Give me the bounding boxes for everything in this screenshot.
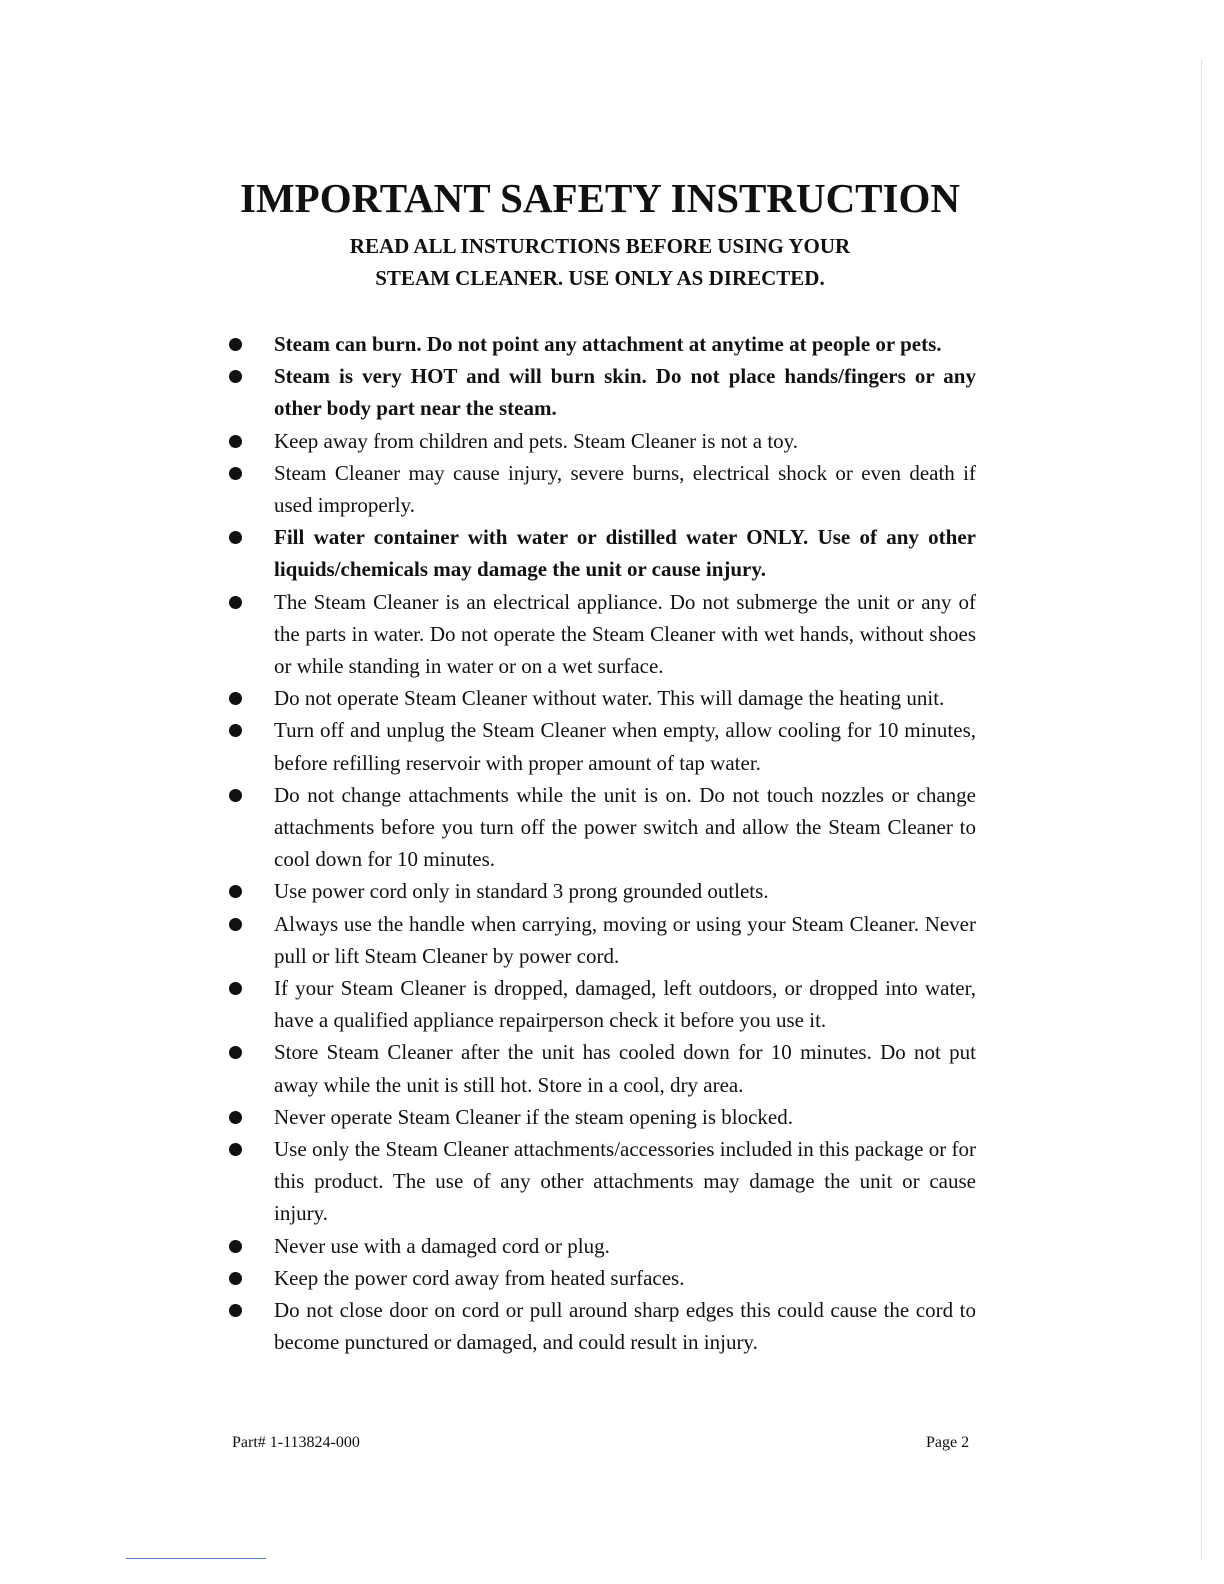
- page-number: Page 2: [926, 1434, 970, 1451]
- instruction-item: [224, 714, 976, 778]
- bullet-icon: [229, 789, 242, 802]
- bullet-icon: [229, 435, 242, 448]
- safety-instruction-list: [224, 328, 976, 1359]
- subtitle-line-2: STEAM CLEANER. USE ONLY AS DIRECTED.: [375, 266, 825, 290]
- instruction-text: Never operate Steam Cleaner if the steam opening is blocked.: [274, 1104, 793, 1129]
- instruction-text: Store Steam Cleaner after the unit has cooled down for 10 minutes. Do not put away while the unit is still hot. Store in a cool, dry area.: [274, 1040, 976, 1097]
- bullet-icon: [229, 692, 242, 705]
- instruction-item: [224, 1230, 976, 1262]
- bullet-icon: [229, 1143, 242, 1156]
- bullet-icon: [229, 1240, 242, 1253]
- instruction-text: The Steam Cleaner is an electrical appliance. Do not submerge the unit or any of the parts in water. Do not operate the Steam Cleaner with wet hands, without shoes or while standing in water or on a wet surface.: [274, 589, 976, 679]
- instruction-text: Do not change attachments while the unit is on. Do not touch nozzles or change attachments before you turn off the power switch and allow the Steam Cleaner to cool down for 10 minutes.: [274, 782, 976, 872]
- instruction-text: Turn off and unplug the Steam Cleaner when empty, allow cooling for 10 minutes, before refilling reservoir with proper amount of tap water.: [274, 718, 976, 775]
- instruction-text: Never use with a damaged cord or plug.: [274, 1233, 610, 1258]
- instruction-text: Steam Cleaner may cause injury, severe burns, electrical shock or even death if used improperly.: [274, 460, 976, 518]
- instruction-item: [224, 1101, 976, 1133]
- instruction-item: [224, 586, 976, 683]
- bullet-icon: [229, 531, 242, 544]
- instruction-item: [224, 779, 976, 876]
- bullet-icon: [229, 596, 242, 609]
- instruction-item: [224, 682, 976, 714]
- instruction-text: Use only the Steam Cleaner attachments/accessories included in this package or for this product. The use of any other attachments may damage the unit or cause injury.: [274, 1137, 976, 1226]
- bullet-icon: [229, 885, 242, 898]
- bullet-icon: [229, 1272, 242, 1285]
- page-title: IMPORTANT SAFETY INSTRUCTION: [240, 175, 960, 221]
- instruction-item: [224, 972, 976, 1036]
- instruction-text: Do not operate Steam Cleaner without water. This will damage the heating unit.: [274, 686, 945, 711]
- scan-edge-line: [126, 1558, 266, 1559]
- bullet-icon: [229, 370, 242, 383]
- bullet-icon: [229, 982, 242, 995]
- bullet-icon: [229, 918, 242, 931]
- instruction-item: [224, 908, 976, 972]
- instruction-item: [224, 1133, 976, 1230]
- instruction-text: Always use the handle when carrying, moving or using your Steam Cleaner. Never pull or lift Steam Cleaner by power cord.: [274, 911, 976, 968]
- bullet-icon: [229, 467, 242, 480]
- instruction-text: Do not close door on cord or pull around sharp edges this could cause the cord to become punctured or damaged, and could result in injury.: [274, 1298, 976, 1355]
- part-number: Part# 1-113824-000: [232, 1434, 360, 1451]
- instruction-item: [224, 1262, 976, 1294]
- scan-edge-dots: [1200, 60, 1202, 1560]
- instruction-item: [224, 521, 976, 585]
- instruction-item: [224, 1036, 976, 1100]
- subtitle-line-1: READ ALL INSTURCTIONS BEFORE USING YOUR: [349, 234, 851, 258]
- instruction-text: Keep the power cord away from heated surfaces.: [274, 1265, 685, 1290]
- bullet-icon: [229, 1304, 242, 1317]
- instruction-text: Steam is very HOT and will burn skin. Do not place hands/fingers or any other body part near the steam.: [274, 364, 976, 421]
- instruction-text: Steam can burn. Do not point any attachment at anytime at people or pets.: [274, 332, 942, 356]
- instruction-item: [224, 1294, 976, 1358]
- bullet-icon: [229, 1111, 242, 1124]
- instruction-item: [224, 328, 976, 360]
- bullet-icon: [229, 724, 242, 737]
- instruction-item: [224, 360, 976, 424]
- instruction-item: [224, 425, 976, 457]
- instruction-text: Keep away from children and pets. Steam Cleaner is not a toy.: [274, 428, 799, 453]
- instruction-text: Fill water container with water or distilled water ONLY. Use of any other liquids/chemicals may damage the unit or cause injury.: [274, 525, 976, 582]
- instruction-item: [224, 875, 976, 907]
- bullet-icon: [229, 338, 242, 351]
- instruction-item: [224, 457, 976, 521]
- instruction-text: If your Steam Cleaner is dropped, damaged, left outdoors, or dropped into water, have a qualified appliance repairperson check it before you use it.: [274, 976, 976, 1033]
- instruction-text: Use power cord only in standard 3 prong grounded outlets.: [274, 879, 769, 904]
- bullet-icon: [229, 1046, 242, 1059]
